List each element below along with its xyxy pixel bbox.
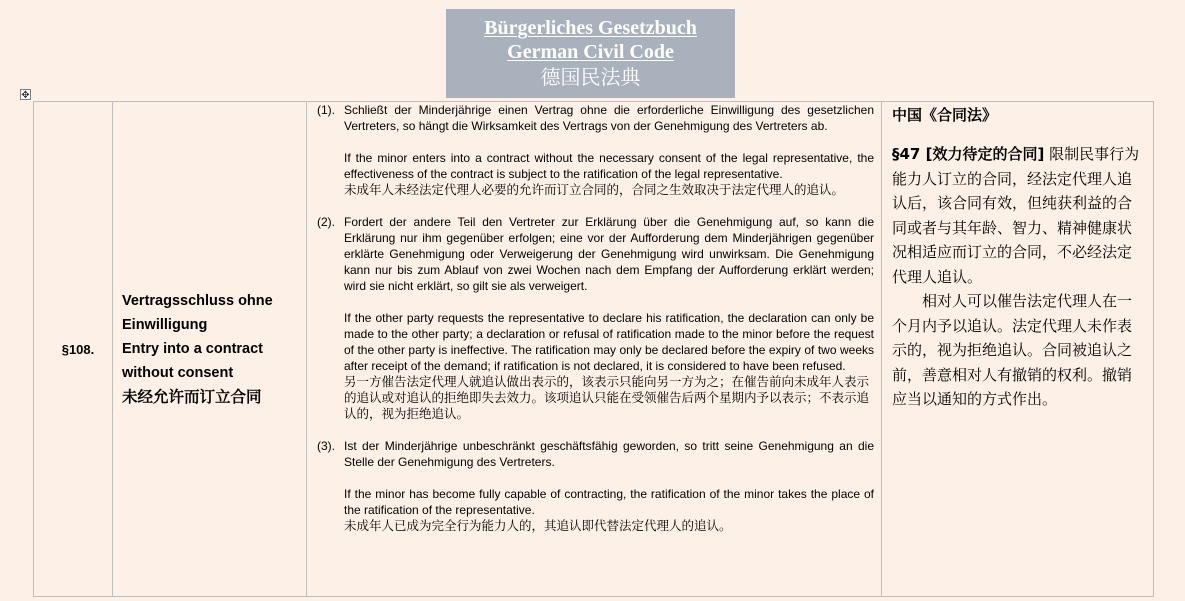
paragraph-number: (1).	[317, 103, 335, 117]
paragraph-list	[307, 102, 881, 534]
title-de: Vertragsschluss ohne Einwilligung	[122, 293, 273, 333]
banner-title-zh: 德国民法典	[540, 65, 641, 89]
paragraph-en: If the minor enters into a contract without the necessary consent of the legal representative, the effectiveness of the contract is subject to the ratification of the legal representative.	[344, 151, 874, 181]
paragraph-3	[317, 438, 874, 534]
section-number: §108.	[61, 341, 95, 357]
paragraph-de: Fordert der andere Teil den Vertreter zur Erklärung über die Genehmigung auf, so kann die Erklärung nur ihm gegenüber erfolgen; eine vor der Aufforderung dem Minderjährigen gegenüber erklärte Genehmigung oder Verweigerung der Genehmigung wird unwirksam. Die Genehmigung kann nur bis zum Ablauf von zwei Wochen nach dem Empfang der Aufforderung erklärt werden; wird sie nicht erklärt, so gilt sie als verweigert.	[344, 215, 874, 293]
chinese-law-article	[892, 142, 1145, 289]
section-title	[113, 289, 306, 409]
section-number-cell[interactable]	[34, 102, 113, 597]
paragraph-en: If the other party requests the representative to declare his ratification, the declaration can only be made to the other party; a declaration or refusal of ratification made to the minor before the request of the other party is ineffective. The ratification may only be declared before the expiry of two weeks after receipt of the demand; if ratification is not declared, it is considered to have been refused.	[344, 311, 874, 373]
law-table	[33, 101, 1154, 597]
chinese-law-heading: 中国《合同法》	[892, 106, 998, 124]
banner-image	[446, 9, 735, 98]
text-cell[interactable]	[307, 102, 882, 597]
paragraph-zh: 未成年人已成为完全行为能力人的，其追认即代替法定代理人的追认。	[344, 518, 732, 533]
paragraph-2	[317, 214, 874, 422]
title-zh: 未经允许而订立合同	[122, 388, 262, 406]
paragraph-number: (2).	[317, 215, 335, 229]
paragraph-de: Schließt der Minderjährige einen Vertrag ohne die erforderliche Einwilligung des gesetzlichen Vertreters, so hängt die Wirksamkeit des Vertrags von der Genehmigung des Vertreters ab.	[344, 103, 874, 133]
move-cross-icon[interactable]: ✥	[21, 90, 30, 101]
title-en: Entry into a contract without consent	[122, 341, 263, 381]
table-row	[34, 102, 1154, 597]
banner-title-de: Bürgerliches Gesetzbuch	[484, 17, 697, 39]
chinese-law-article-para-2: 相对人可以催告法定代理人在一个月内予以追认。法定代理人未作表示的，视为拒绝追认。合同被追认之前，善意相对人有撤销的权利。撤销应当以通知的方式作出。	[892, 292, 1133, 408]
banner-title-en: German Civil Code	[507, 41, 674, 63]
paragraph-de: Ist der Minderjährige unbeschränkt geschäftsfähig geworden, so tritt seine Genehmigung an die Stelle der Genehmigung des Vertreters.	[344, 439, 874, 469]
paragraph-1	[317, 102, 874, 198]
article-label: §47 [效力待定的合同]	[892, 145, 1045, 163]
article-text: 限制民事行为能力人订立的合同，经法定代理人追认后，该合同有效，但纯获利益的合同或者与其年龄、智力、精神健康状况相适应而订立的合同，不必经法定代理人追认。	[892, 145, 1140, 286]
paragraph-zh: 未成年人未经法定代理人必要的允许而订立合同的，合同之生效取决于法定代理人的追认。	[344, 182, 845, 197]
paragraph-en: If the minor has become fully capable of contracting, the ratification of the minor takes the place of the ratification of the representative.	[344, 487, 874, 517]
paragraph-number: (3).	[317, 439, 335, 453]
section-title-cell[interactable]	[113, 102, 307, 597]
paragraph-zh: 另一方催告法定代理人就追认做出表示的，该表示只能向另一方为之；在催告前向未成年人表示的追认或对追认的拒绝即失去效力。该项追认只能在受领催告后两个星期内予以表示；不表示追认的，视为拒绝追认。	[344, 374, 870, 421]
chinese-law-cell[interactable]	[882, 102, 1154, 597]
